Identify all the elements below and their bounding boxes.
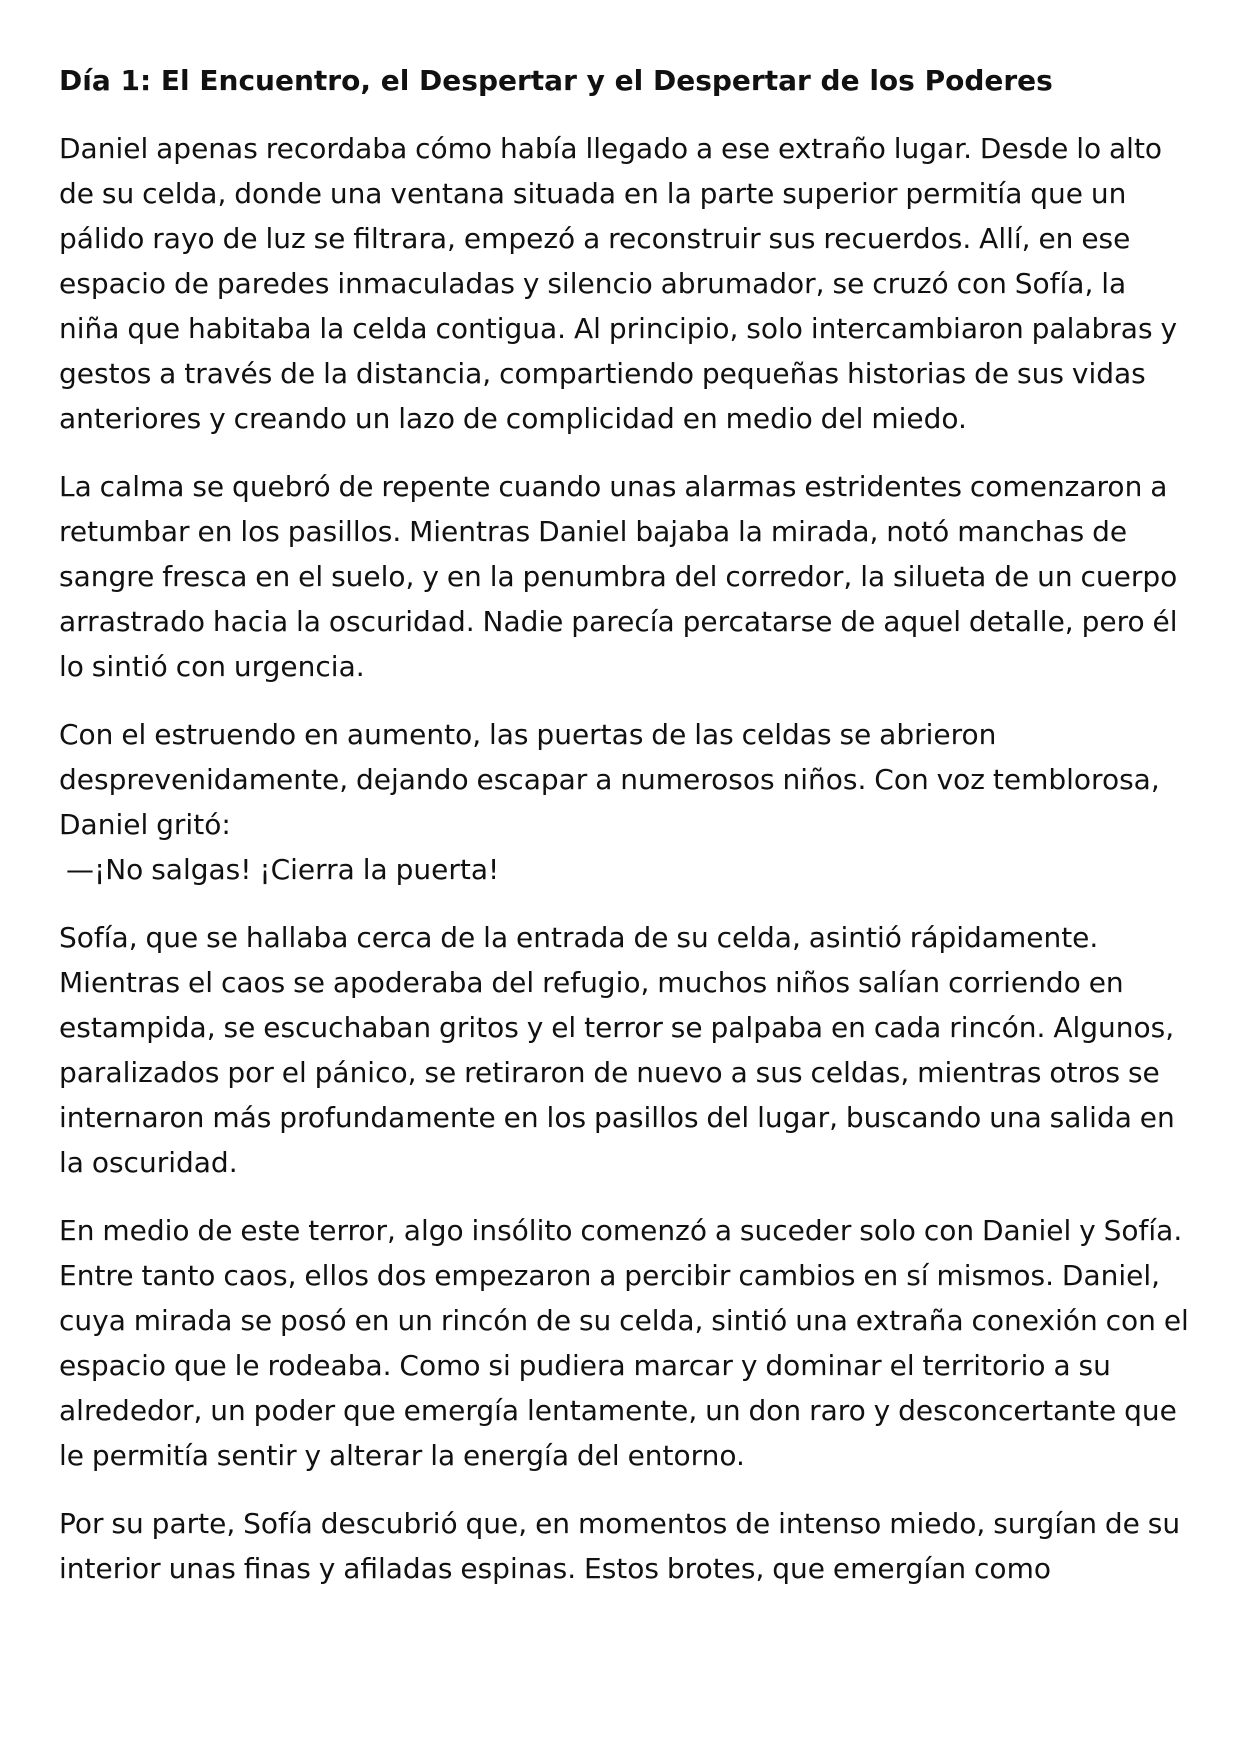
paragraph-4: Sofía, que se hallaba cerca de la entrada de su celda, asintió rápidamente. Mientras el caos se apoderaba del refugio, muchos niños salían corriendo en estampida, se escuchaban gritos y el terror se palpaba en cada rincón. Algunos, paralizados por el pánico, se retiraron de nuevo a sus celdas, mientras otros se internaron más profundamente en los pasillos del lugar, buscando una salida en la oscuridad. xyxy=(59,921,1175,1179)
paragraph-2: La calma se quebró de repente cuando unas alarmas estridentes comenzaron a retumbar en los pasillos. Mientras Daniel bajaba la mirada, notó manchas de sangre fresca en el suelo, y en la penumbra del corredor, la silueta de un cuerpo arrastrado hacia la oscuridad. Nadie parecía percatarse de aquel detalle, pero él lo sintió con urgencia. xyxy=(59,470,1178,683)
document-page xyxy=(59,58,1189,1614)
paragraph-1: Daniel apenas recordaba cómo había llegado a ese extraño lugar. Desde lo alto de su celda, donde una ventana situada en la parte superior permitía que un pálido rayo de luz se filtrara, empezó a reconstruir sus recuerdos. Allí, en ese espacio de paredes inmaculadas y silencio abrumador, se cruzó con Sofía, la niña que habitaba la celda contigua. Al principio, solo intercambiaron palabras y gestos a través de la distancia, compartiendo pequeñas historias de sus vidas anteriores y creando un lazo de complicidad en medio del miedo. xyxy=(59,132,1178,435)
chapter-title: Día 1: El Encuentro, el Despertar y el Despertar de los Poderes xyxy=(59,64,1053,97)
paragraph-3 xyxy=(59,712,1189,892)
paragraph-5: En medio de este terror, algo insólito comenzó a suceder solo con Daniel y Sofía. Entre tanto caos, ellos dos empezaron a percibir cambios en sí mismos. Daniel, cuya mirada se posó en un rincón de su celda, sintió una extraña conexión con el espacio que le rodeaba. Como si pudiera marcar y dominar el territorio a su alrededor, un poder que emergía lentamente, un don raro y desconcertante que le permitía sentir y alterar la energía del entorno. xyxy=(59,1214,1189,1472)
paragraph-6: Por su parte, Sofía descubrió que, en momentos de intenso miedo, surgían de su interior unas finas y afiladas espinas. Estos brotes, que emergían como xyxy=(59,1507,1181,1585)
paragraph-3-narration: Con el estruendo en aumento, las puertas de las celdas se abrieron desprevenidamente, dejando escapar a numerosos niños. Con voz temblorosa, Daniel gritó: xyxy=(59,718,1160,841)
dialogue-line: —¡No salgas! ¡Cierra la puerta! xyxy=(66,853,500,886)
